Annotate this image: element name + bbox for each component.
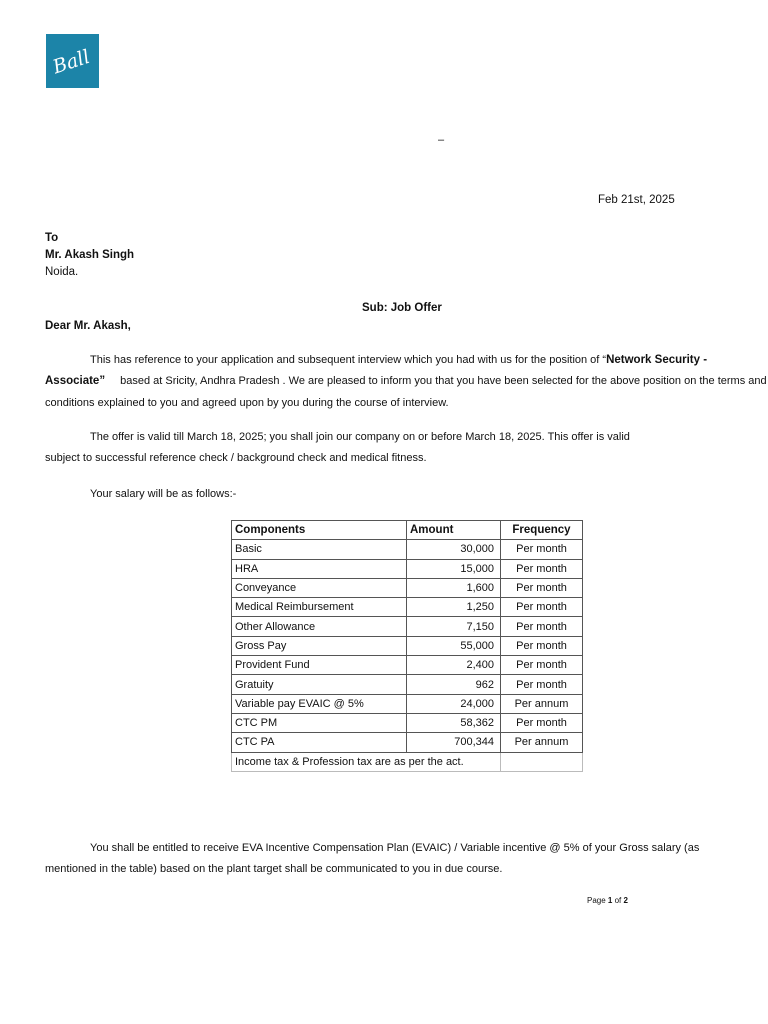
page-total: 2 [623,896,628,905]
paragraph1-line2-text: based at Sricity, Andhra Pradesh . We are pleased to inform you that you have been selected for the above position on the terms and [120,375,767,387]
position-title-part2: Associate” [45,375,106,387]
paragraph1-line1-text: This has reference to your application and subsequent interview which you had with us for the position of “ [90,354,607,366]
page-of: of [614,896,622,905]
amount-cell: 700,344 [407,733,501,752]
header-frequency: Frequency [501,521,583,540]
frequency-cell: Per month [501,617,583,636]
component-cell: HRA [232,559,407,578]
page-prefix: Page [587,896,606,905]
paragraph1-line2 [45,375,767,387]
table-header-row [232,521,583,540]
frequency-cell: Per month [501,578,583,597]
paragraph2-line2: subject to successful reference check / background check and medical fitness. [45,452,427,464]
note-empty-cell [501,752,583,771]
paragraph1-line1 [90,354,707,366]
recipient-name: Mr. Akash Singh [45,249,135,261]
table-note-row [232,752,583,771]
to-label: To [45,232,59,244]
table-row [232,578,583,597]
salutation: Dear Mr. Akash, [45,320,131,332]
amount-cell: 55,000 [407,636,501,655]
paragraph2-line1: The offer is valid till March 18, 2025; you shall join our company on or before March 18, 2025. This offer is valid [90,431,630,443]
amount-cell: 2,400 [407,656,501,675]
paragraph3-line2: mentioned in the table) based on the plant target shall be communicated to you in due course. [45,863,503,875]
amount-cell: 962 [407,675,501,694]
frequency-cell: Per month [501,713,583,732]
table-row [232,675,583,694]
subject-line: Sub: Job Offer [362,302,442,314]
amount-cell: 1,600 [407,578,501,597]
header-dash: – [438,134,445,146]
table-row [232,598,583,617]
company-logo [46,34,99,88]
letter-date: Feb 21st, 2025 [598,194,675,206]
amount-cell: 58,362 [407,713,501,732]
table-row [232,733,583,752]
frequency-cell: Per month [501,675,583,694]
frequency-cell: Per month [501,636,583,655]
component-cell: Basic [232,540,407,559]
amount-cell: 24,000 [407,694,501,713]
frequency-cell: Per month [501,598,583,617]
page-number [587,896,628,905]
paragraph1-line3: conditions explained to you and agreed upon by you during the course of interview. [45,397,449,409]
table-row [232,540,583,559]
component-cell: Variable pay EVAIC @ 5% [232,694,407,713]
component-cell: Conveyance [232,578,407,597]
logo-text: Ball [50,45,93,79]
salary-intro: Your salary will be as follows:- [90,488,237,500]
component-cell: Provident Fund [232,656,407,675]
table-row [232,636,583,655]
header-amount: Amount [407,521,501,540]
page-current: 1 [607,896,613,905]
component-cell: Gratuity [232,675,407,694]
salary-table [231,520,583,772]
frequency-cell: Per annum [501,733,583,752]
amount-cell: 30,000 [407,540,501,559]
component-cell: CTC PM [232,713,407,732]
tax-note: Income tax & Profession tax are as per the act. [232,752,501,771]
frequency-cell: Per month [501,559,583,578]
component-cell: Medical Reimbursement [232,598,407,617]
frequency-cell: Per annum [501,694,583,713]
table-row [232,656,583,675]
position-title-part1: Network Security - [606,354,708,366]
component-cell: Other Allowance [232,617,407,636]
table-row [232,694,583,713]
paragraph3-line1: You shall be entitled to receive EVA Incentive Compensation Plan (EVAIC) / Variable incentive @ 5% of your Gross salary (as [90,842,700,854]
table-row [232,713,583,732]
table-row [232,559,583,578]
frequency-cell: Per month [501,656,583,675]
component-cell: CTC PA [232,733,407,752]
component-cell: Gross Pay [232,636,407,655]
amount-cell: 1,250 [407,598,501,617]
amount-cell: 15,000 [407,559,501,578]
recipient-city: Noida. [45,266,79,278]
table-row [232,617,583,636]
amount-cell: 7,150 [407,617,501,636]
header-components: Components [232,521,407,540]
frequency-cell: Per month [501,540,583,559]
